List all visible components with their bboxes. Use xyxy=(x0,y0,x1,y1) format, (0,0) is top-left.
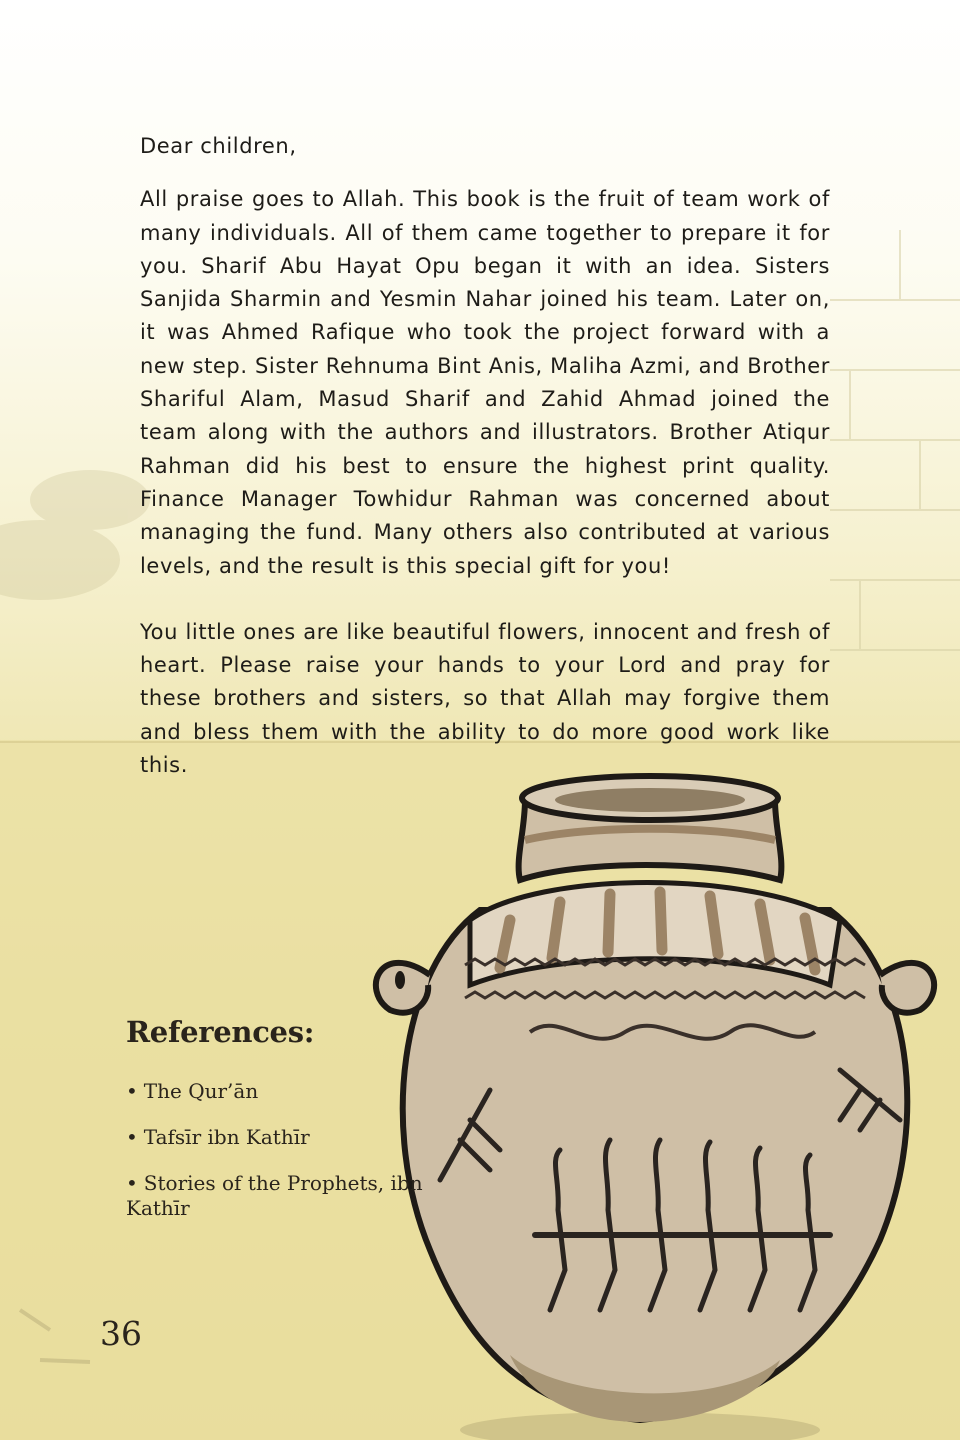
bullet-icon: • xyxy=(126,1171,138,1195)
letter-paragraph: All praise goes to Allah. This book is the fruit of team work of many individuals. All of them came together to prepare it for you. Sharif Abu Hayat Opu began it with an idea. Sisters Sanjida Sharmin and Yesmin Nahar joined his team. Later on, it was Ahmed Rafique who took the project forward with a new step. Sister Rehnuma Bint Anis, Maliha Azmi, and Brother Shariful Alam, Masud Sharif and Zahid Ahmad joined the team along with the authors and illustrators. Brother Atiqur Rahman did his best to ensure the highest print quality. Finance Manager Towhidur Rahman was concerned about managing the fund. Many others also contributed at various levels, and the result is this special gift for you! xyxy=(140,187,830,578)
references-title: References: xyxy=(126,1015,315,1049)
clay-pot-icon xyxy=(360,770,960,1440)
reference-item xyxy=(126,1171,426,1221)
reference-item xyxy=(126,1079,426,1104)
references-list xyxy=(126,1079,426,1221)
page-number: 36 xyxy=(100,1314,142,1353)
references-section xyxy=(126,1015,426,1242)
reference-text: Stories of the Prophets, ibn Kathīr xyxy=(126,1171,423,1220)
reference-text: Tafsīr ibn Kathīr xyxy=(143,1125,310,1149)
letter-body xyxy=(140,130,830,782)
reference-text: The Qur’ān xyxy=(143,1079,259,1103)
bullet-icon: • xyxy=(126,1125,138,1149)
bullet-icon: • xyxy=(126,1079,138,1103)
reference-item xyxy=(126,1125,426,1150)
letter-paragraph: You little ones are like beautiful flowers, innocent and fresh of heart. Please raise your hands to your Lord and pray for these brothers and sisters, so that Allah may forgive them and bless them with the ability to do more good work like this. xyxy=(140,619,830,778)
letter-greeting: Dear children, xyxy=(140,134,297,158)
